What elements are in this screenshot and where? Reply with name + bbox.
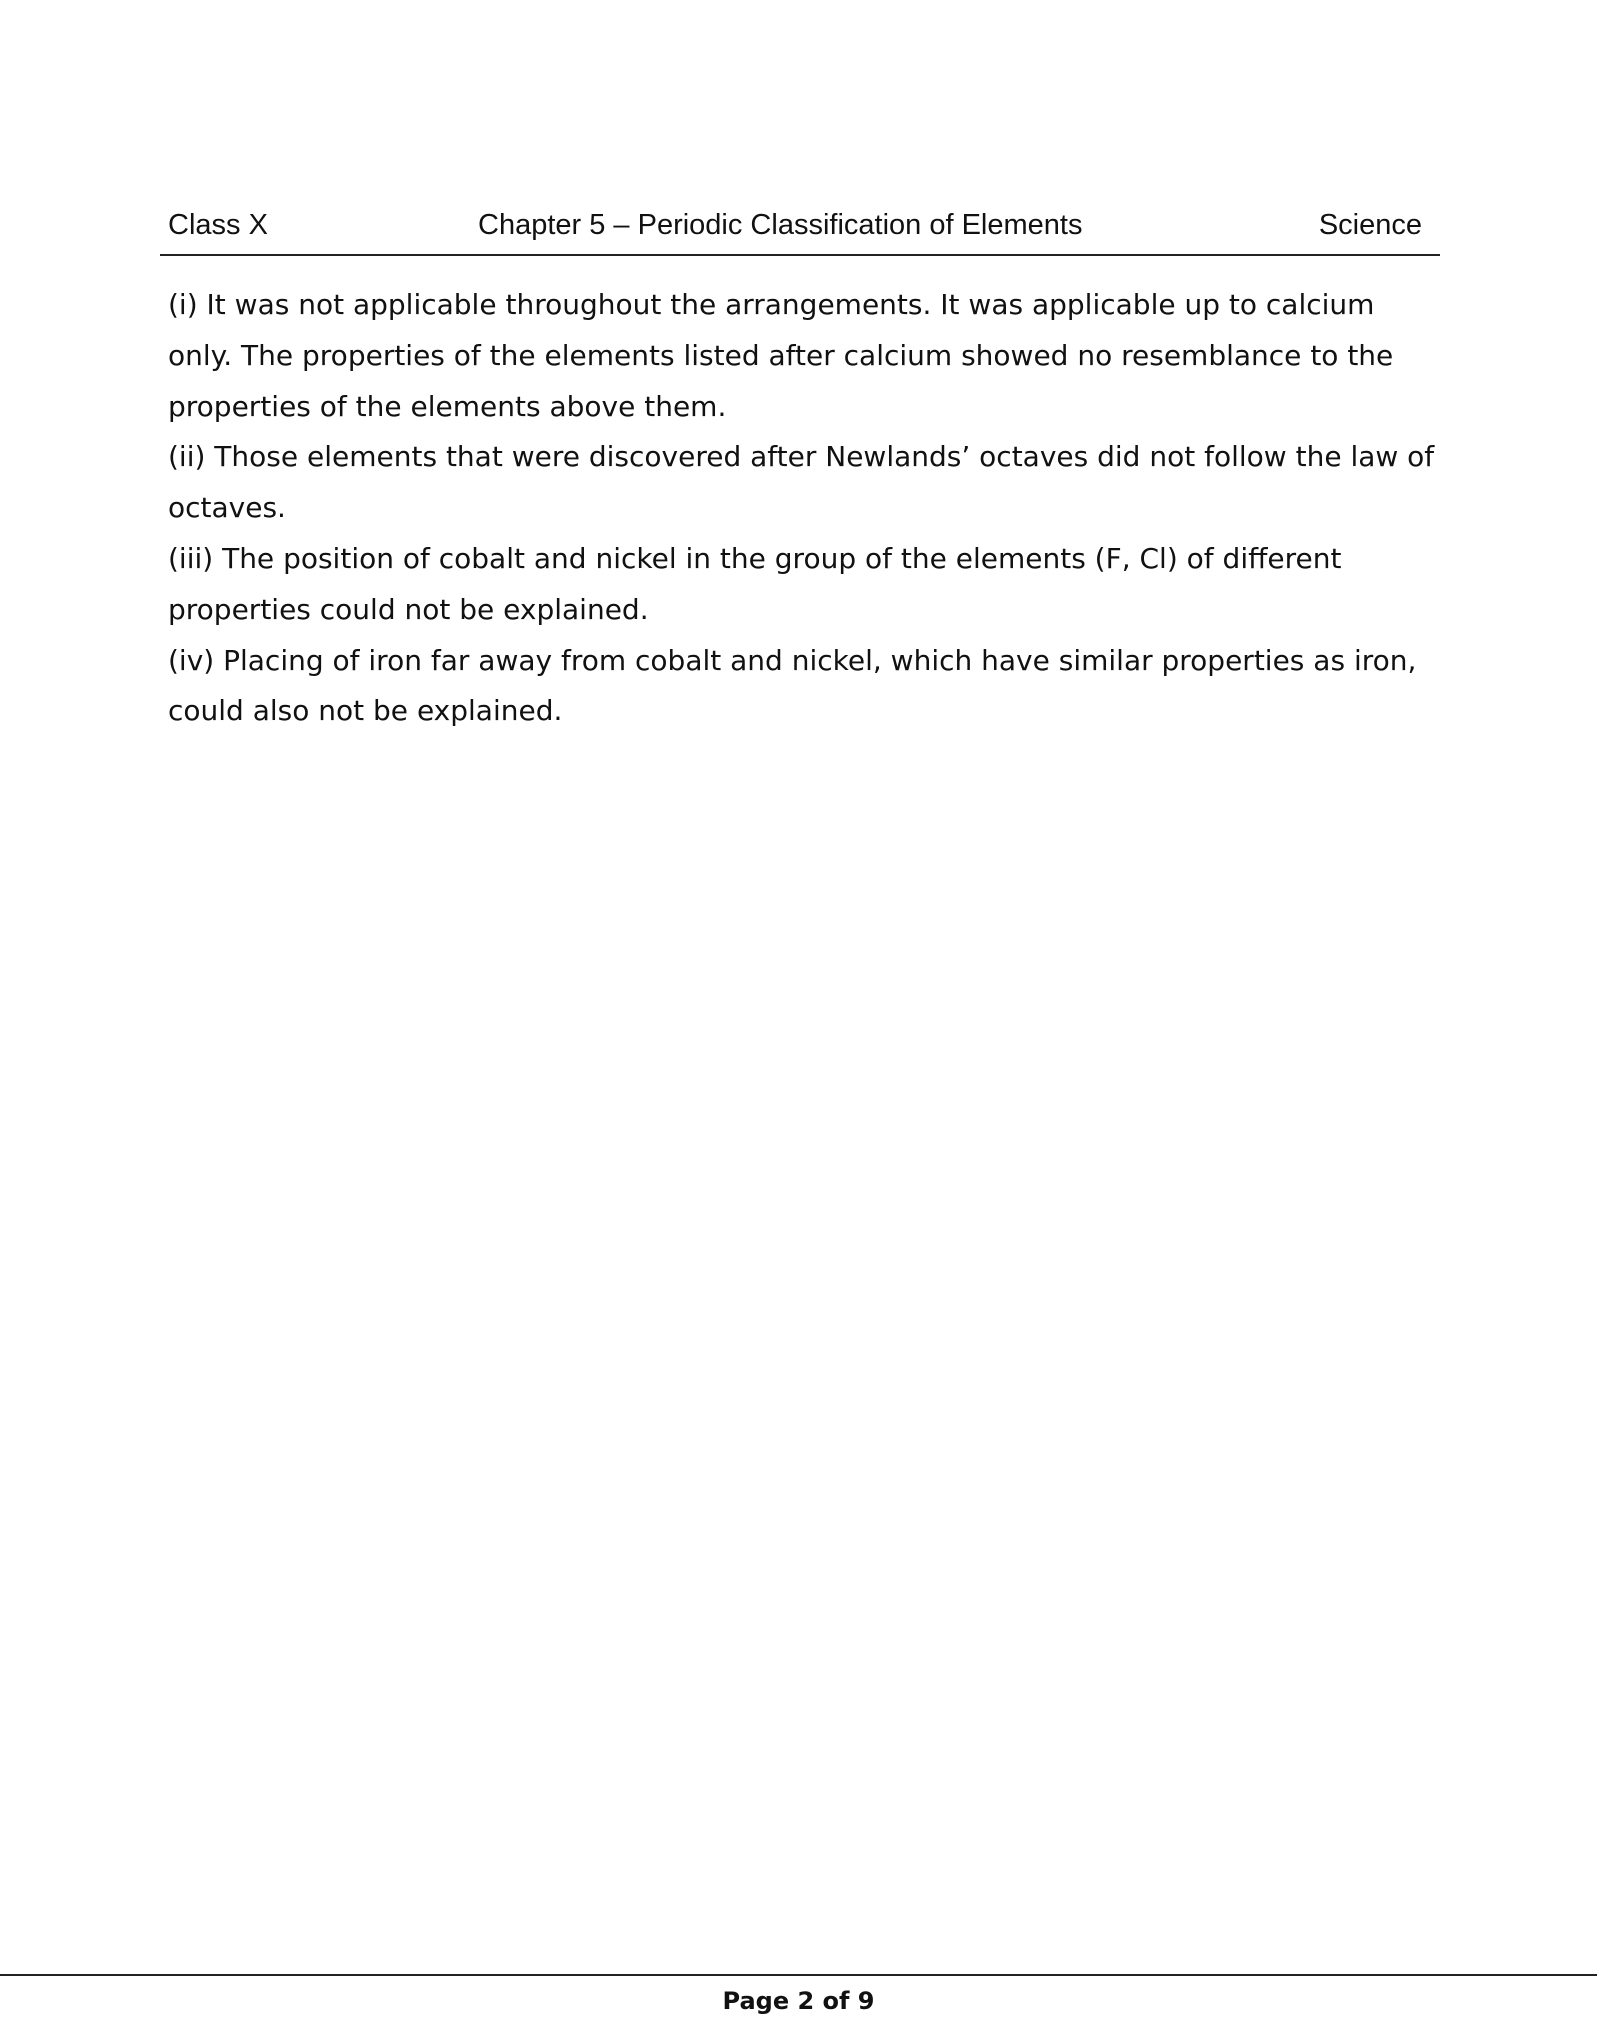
header-subject-label: Science — [1318, 209, 1422, 241]
header-class-label: Class X — [168, 209, 268, 241]
paragraph-point-iii: (iii) The position of cobalt and nickel in the group of the elements (F, Cl) of different properties could not be explained. — [168, 541, 1342, 626]
page-footer — [0, 1974, 1597, 2026]
paragraph-point-iv: (iv) Placing of iron far away from cobalt and nickel, which have similar properties as iron, could also not be explained. — [168, 643, 1417, 728]
page-header — [160, 196, 1440, 256]
paragraph-point-ii: (ii) Those elements that were discovered after Newlands’ octaves did not follow the law of octaves. — [168, 440, 1435, 525]
document-body — [168, 280, 1438, 737]
header-chapter-title: Chapter 5 – Periodic Classification of Elements — [478, 209, 1083, 241]
page-number: Page 2 of 9 — [722, 1987, 875, 2015]
paragraph-point-i: (i) It was not applicable throughout the arrangements. It was applicable up to calcium only. The properties of the elements listed after calcium showed no resemblance to the properties of the elements above them. — [168, 288, 1394, 423]
